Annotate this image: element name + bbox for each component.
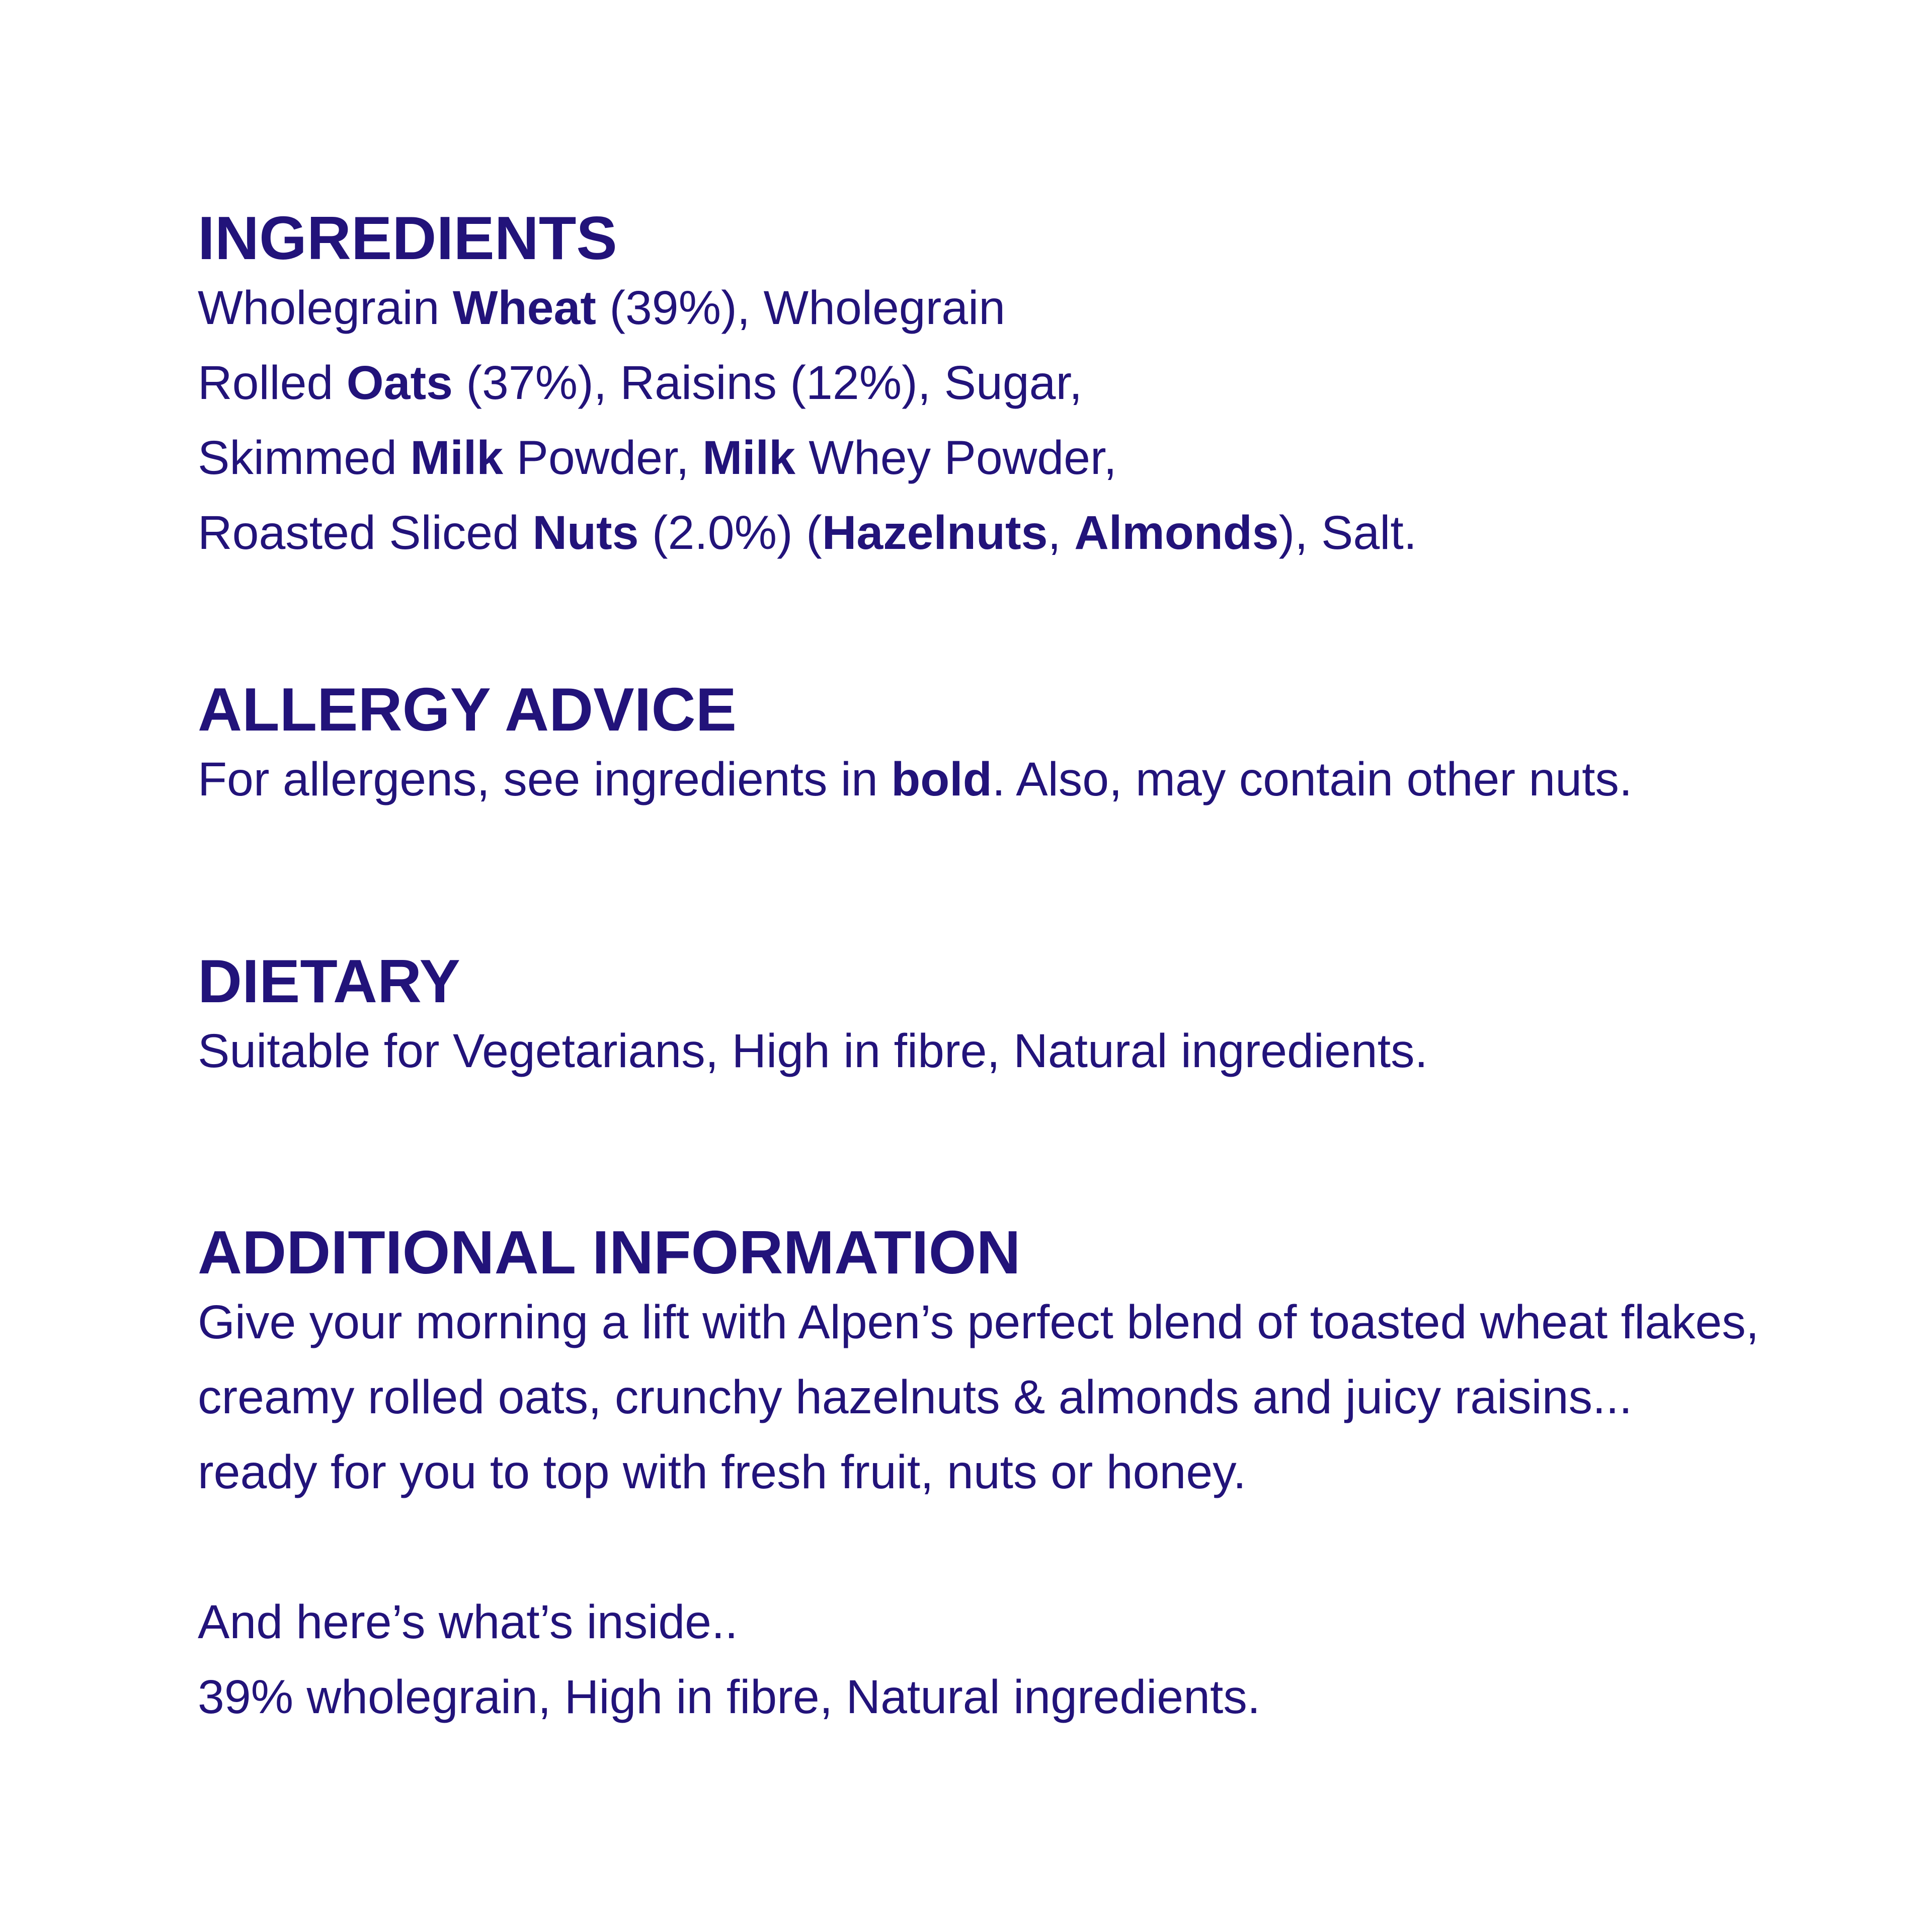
dietary-heading: DIETARY	[198, 947, 460, 1015]
additional-line: And here’s what’s inside..	[198, 1595, 738, 1649]
allergen-bold-text: Oats	[346, 356, 453, 410]
text-run: (39%), Wholegrain	[596, 281, 1006, 335]
ingredients-heading: INGREDIENTS	[198, 204, 617, 272]
text-run: (37%), Raisins (12%), Sugar,	[452, 356, 1083, 410]
allergen-bold-text: Almonds	[1074, 506, 1279, 559]
allergy-section	[198, 677, 1858, 817]
allergen-bold-text: Hazelnuts	[822, 506, 1048, 559]
additional-paragraph-2	[198, 1585, 1858, 1735]
allergen-bold-text: bold	[891, 753, 992, 806]
additional-line: ready for you to top with fresh fruit, nuts or honey.	[198, 1445, 1247, 1499]
allergy-text	[198, 742, 1858, 817]
text-run: ), Salt.	[1278, 506, 1417, 559]
ingredients-line	[198, 421, 1858, 496]
text-run: Powder,	[503, 431, 703, 485]
allergen-bold-text: Wheat	[452, 281, 596, 335]
allergy-heading: ALLERGY ADVICE	[198, 675, 737, 744]
allergen-bold-text: Nuts	[532, 506, 639, 559]
ingredients-section	[198, 205, 1858, 571]
text-run: Skimmed	[198, 431, 411, 485]
text-run: For allergens, see ingredients in	[198, 753, 892, 806]
text-run: (2.0%) (	[638, 506, 822, 559]
additional-heading: ADDITIONAL INFORMATION	[198, 1218, 1021, 1286]
allergen-bold-text: Milk	[702, 431, 795, 485]
additional-line: Give your morning a lift with Alpen’s perfect blend of toasted wheat flakes,	[198, 1296, 1759, 1349]
allergen-bold-text: Milk	[410, 431, 504, 485]
additional-line: 39% wholegrain, High in fibre, Natural ingredients.	[198, 1670, 1261, 1724]
ingredients-line	[198, 496, 1858, 571]
additional-section	[198, 1220, 1858, 1735]
dietary-text: Suitable for Vegetarians, High in fibre, Natural ingredients.	[198, 1024, 1428, 1078]
text-run: . Also, may contain other nuts.	[992, 753, 1633, 806]
text-run: ,	[1048, 506, 1075, 559]
ingredients-line	[198, 271, 1858, 346]
ingredients-line	[198, 346, 1858, 421]
text-run: Rolled	[198, 356, 347, 410]
additional-paragraph-1	[198, 1285, 1858, 1510]
text-run: Wholegrain	[198, 281, 453, 335]
additional-line: creamy rolled oats, crunchy hazelnuts & almonds and juicy raisins...	[198, 1371, 1633, 1424]
text-run: Whey Powder,	[795, 431, 1117, 485]
dietary-section	[198, 948, 1858, 1089]
text-run: Roasted Sliced	[198, 506, 533, 559]
